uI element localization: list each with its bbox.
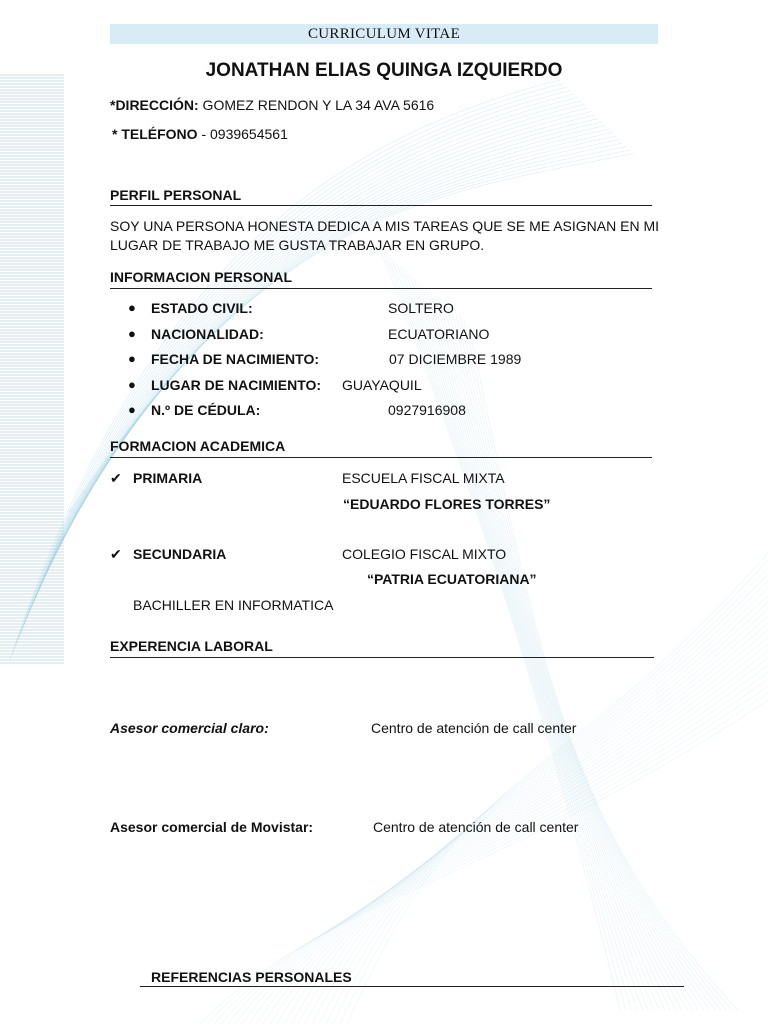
check-icon: ✔ [110,546,122,562]
section-rule [110,288,652,289]
section-rule [140,986,684,987]
info-value: 0927916908 [388,402,466,418]
secundaria-name: “PATRIA ECUATORIANA” [367,571,537,587]
info-value: SOLTERO [388,300,454,316]
primaria-school: ESCUELA FISCAL MIXTA [342,470,505,486]
info-label: LUGAR DE NACIMIENTO: [151,377,322,393]
phone-value: - 0939654561 [197,126,288,142]
address-line [110,97,434,113]
info-value: ECUATORIANO [388,326,490,342]
info-label: ESTADO CIVIL: [151,300,253,316]
section-title-info: INFORMACION PERSONAL [110,269,292,285]
candidate-name: JONATHAN ELIAS QUINGA IZQUIERDO [205,60,563,81]
info-label: N.º DE CÉDULA: [151,402,261,418]
section-title-perfil: PERFIL PERSONAL [110,187,242,203]
bullet-icon: ● [128,402,136,417]
phone-line [112,126,288,142]
info-label: FECHA DE NACIMIENTO: [151,351,319,367]
section-rule [110,457,652,458]
bullet-icon: ● [128,326,136,341]
info-label: NACIONALIDAD: [151,326,264,342]
info-value: 07 DICIEMBRE 1989 [389,351,522,367]
job-desc: Centro de atención de call center [373,819,579,835]
job-role: Asesor comercial claro: [110,720,269,736]
section-rule [110,205,652,206]
check-icon: ✔ [110,470,122,486]
phone-label: * TELÉFONO [112,126,198,142]
job-desc: Centro de atención de call center [371,720,577,736]
section-title-referencias: REFERENCIAS PERSONALES [151,969,352,985]
info-value: GUAYAQUIL [342,377,422,393]
titulo: BACHILLER EN INFORMATICA [133,597,334,613]
section-title-formacion: FORMACION ACADEMICA [110,438,286,454]
cv-banner: CURRICULUM VITAE [110,24,658,44]
primaria-name: “EDUARDO FLORES TORRES” [343,496,551,512]
secundaria-label: SECUNDARIA [133,546,227,562]
primaria-label: PRIMARIA [133,470,203,486]
bullet-icon: ● [128,351,136,366]
job-role: Asesor comercial de Movistar: [110,819,314,835]
section-title-experiencia: EXPERENCIA LABORAL [110,638,273,654]
section-rule [110,657,654,658]
left-stripes [0,75,64,663]
address-value: GOMEZ RENDON Y LA 34 AVA 5616 [198,97,435,113]
bullet-icon: ● [128,300,136,315]
perfil-text: SOY UNA PERSONA HONESTA DEDICA A MIS TAREAS QUE SE ME ASIGNAN EN MI LUGAR DE TRABAJO ME GUSTA TRABAJAR EN GRUPO. [110,218,660,253]
secundaria-school: COLEGIO FISCAL MIXTO [342,546,507,562]
address-label: *DIRECCIÓN: [110,97,199,113]
bullet-icon: ● [128,377,136,392]
